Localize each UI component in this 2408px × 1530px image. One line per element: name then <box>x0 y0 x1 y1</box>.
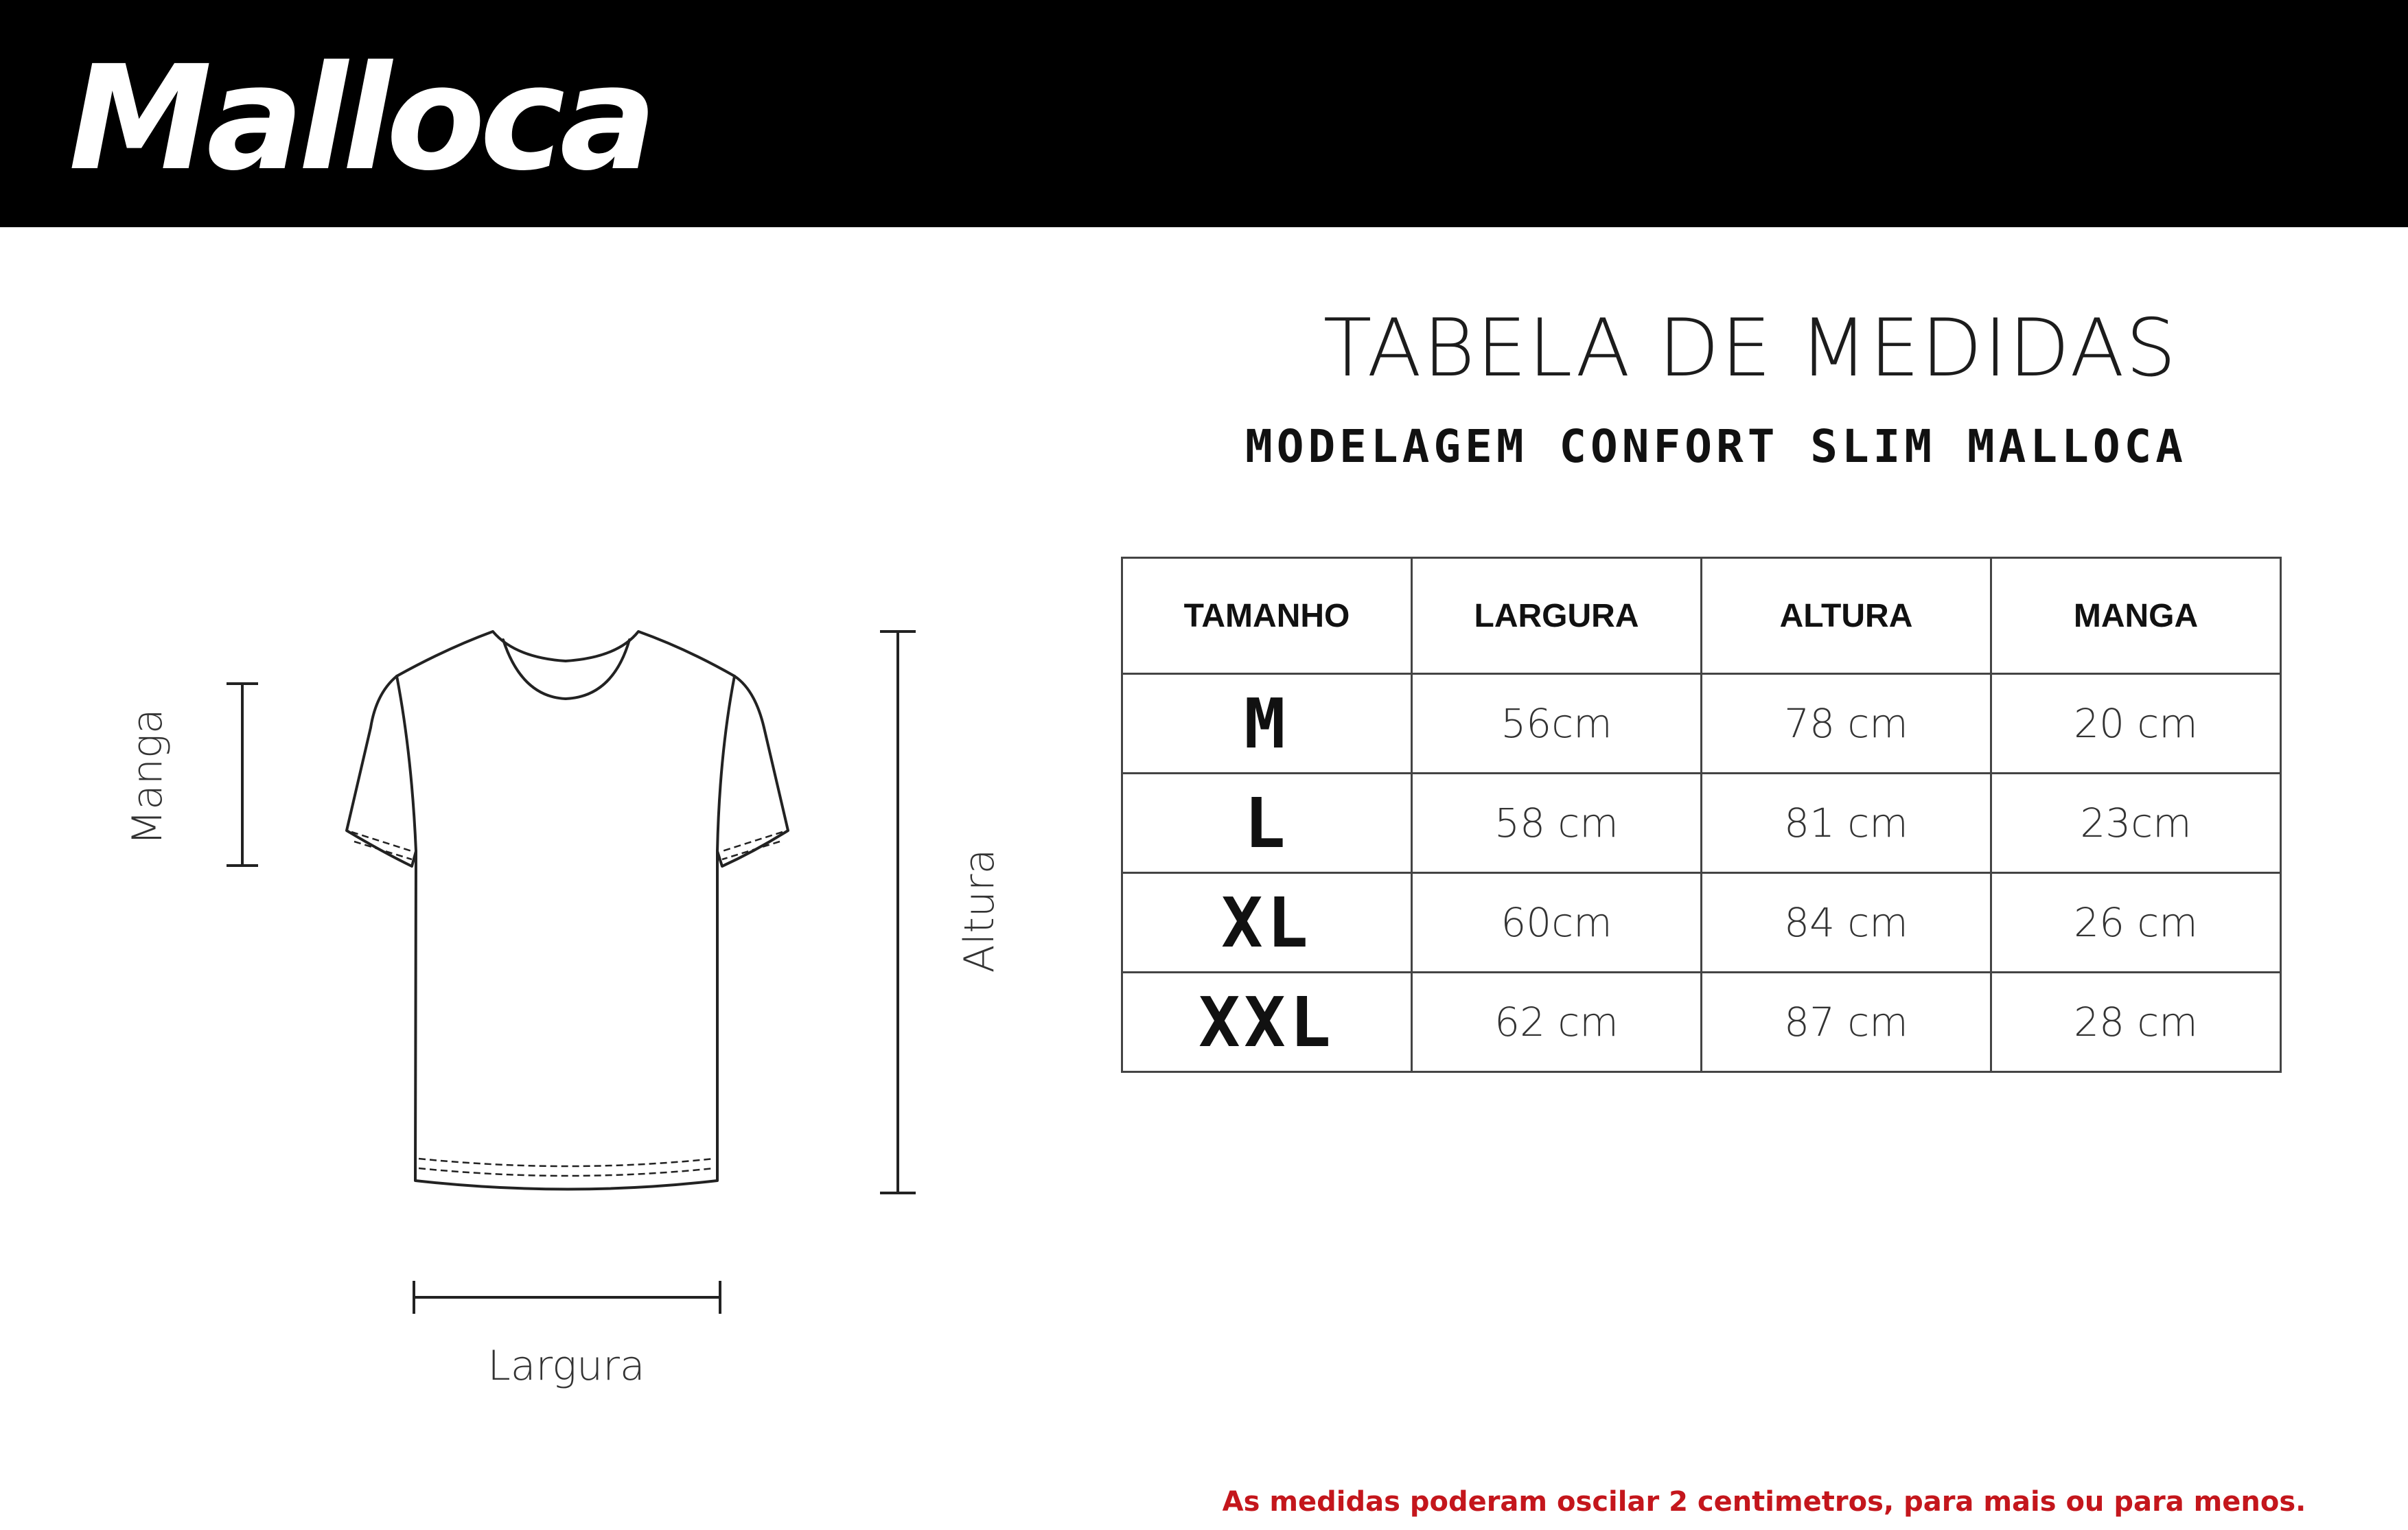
sleeve-label: Manga <box>124 708 172 846</box>
sleeve-cell: 23cm <box>1991 774 2281 873</box>
table-row <box>1122 973 2281 1072</box>
header-sleeve: MANGA <box>1991 558 2281 674</box>
size-cell: L <box>1122 774 1412 873</box>
tshirt-collar <box>503 640 629 699</box>
height-cell: 84 cm <box>1702 873 1991 973</box>
height-cell: 81 cm <box>1702 774 1991 873</box>
sleeve-cell: 28 cm <box>1991 973 2281 1072</box>
width-cell: 58 cm <box>1412 774 1702 873</box>
table-row <box>1122 774 2281 873</box>
width-label: Largura <box>487 1342 645 1390</box>
height-cell: 87 cm <box>1702 973 1991 1072</box>
width-cell: 56cm <box>1412 674 1702 774</box>
height-cell: 78 cm <box>1702 674 1991 774</box>
header-height: ALTURA <box>1702 558 1991 674</box>
size-table <box>1121 557 2282 1073</box>
logo-text: Malloca <box>69 34 652 202</box>
width-cell: 60cm <box>1412 873 1702 973</box>
table-row <box>1122 674 2281 774</box>
tolerance-note: As medidas poderam oscilar 2 centimetros, para mais ou para menos. <box>1222 1486 2306 1518</box>
header-size: TAMANHO <box>1122 558 1412 674</box>
sleeve-cell: 26 cm <box>1991 873 2281 973</box>
size-cell: XL <box>1122 873 1412 973</box>
size-table-container <box>1121 557 2282 1073</box>
tshirt-outline <box>347 631 788 1190</box>
width-cell: 62 cm <box>1412 973 1702 1072</box>
table-header-row <box>1122 558 2281 674</box>
page-title: TABELA DE MEDIDAS <box>1323 302 2178 395</box>
size-cell: M <box>1122 674 1412 774</box>
page-subtitle: MODELAGEM CONFORT SLIM MALLOCA <box>1244 420 2188 473</box>
height-label: Altura <box>956 848 1004 973</box>
sleeve-cell: 20 cm <box>1991 674 2281 774</box>
header-width: LARGURA <box>1412 558 1702 674</box>
table-row <box>1122 873 2281 973</box>
size-cell: XXL <box>1122 973 1412 1072</box>
